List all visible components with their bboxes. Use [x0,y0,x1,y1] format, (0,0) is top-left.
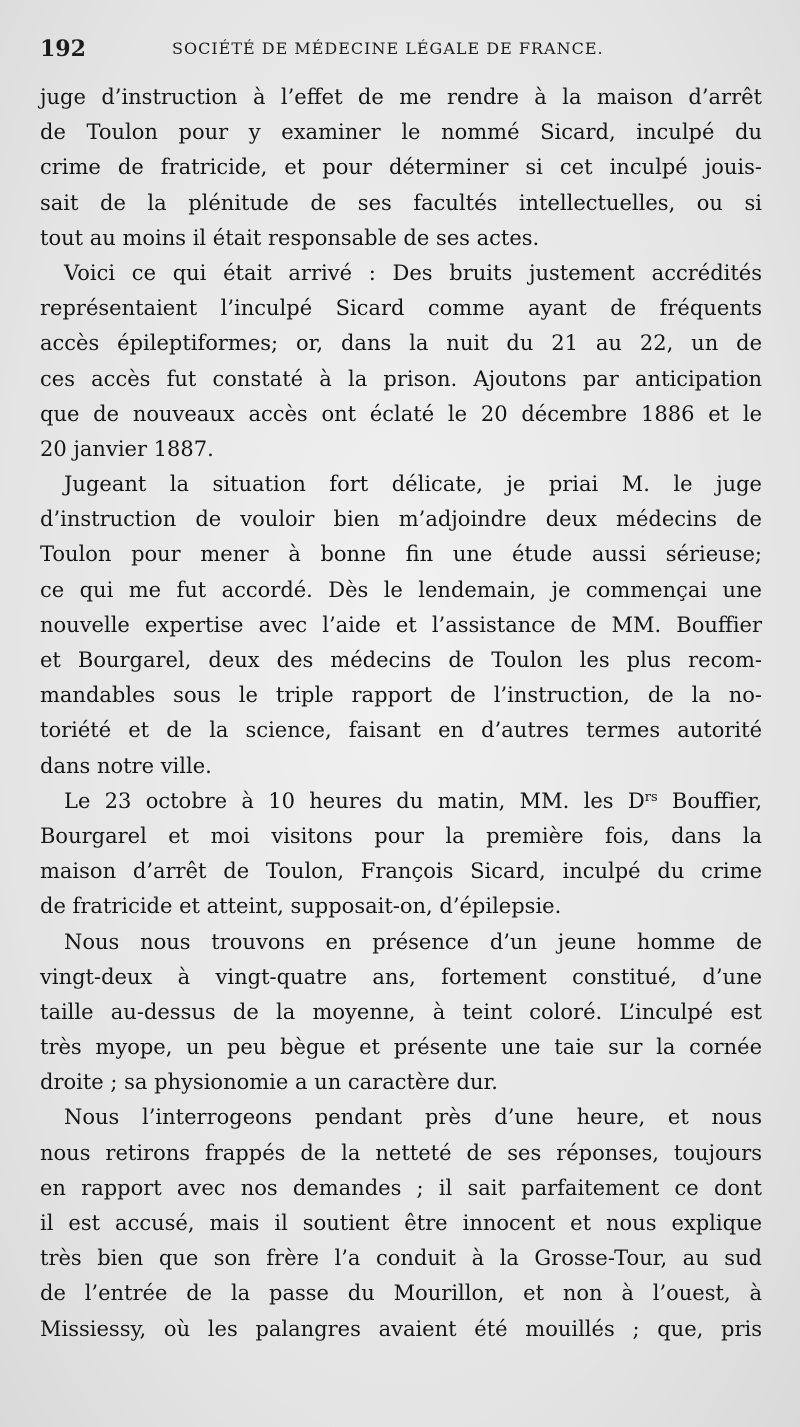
text-line: Bourgarel et moi visitons pour la première fois, dans la [40,823,762,848]
text-line: Missiessy, où les palangres avaient été mouillés ; que, pris [40,1316,762,1341]
text-segment: Bouffier, [657,788,763,813]
text-line: ces accès fut constaté à la prison. Ajoutons par anticipation [40,366,762,391]
text-line: vingt-deux à vingt-quatre ans, fortement constitué, d’une [40,964,762,989]
text-line: sait de la plénitude de ses facultés intellectuelles, ou si [40,190,762,215]
text-line: mandables sous le triple rapport de l’instruction, de la no- [40,683,762,708]
text-line: maison d’arrêt de Toulon, François Sicard, inculpé du crime [40,859,762,884]
text-line: que de nouveaux accès ont éclaté le 20 décembre 1886 et le [40,401,762,426]
body-text [40,80,762,1347]
text-line: tout au moins il était responsable de ses actes. [40,225,540,250]
text-line: il est accusé, mais il soutient être innocent et nous explique [40,1211,762,1235]
text-line: dans notre ville. [40,753,212,778]
text-line [40,784,762,819]
text-line: ce qui me fut accordé. Dès le lendemain, je commençai une [40,577,762,602]
page-header [40,36,760,66]
text-line: Jugeant la situation fort délicate, je priai M. le juge [64,472,762,497]
running-head: SOCIÉTÉ DE MÉDECINE LÉGALE DE FRANCE. [172,39,604,58]
text-line: nouvelle expertise avec l’aide et l’assistance de MM. Bouffier [40,612,762,637]
text-line: Toulon pour mener à bonne fin une étude aussi sérieuse; [40,542,762,567]
text-line: très myope, un peu bègue et présente une taie sur la cornée [40,1035,762,1060]
page-number: 192 [40,36,86,62]
text-line: de Toulon pour y examiner le nommé Sicard, inculpé du [40,120,762,145]
text-line: de fratricide et atteint, supposait-on, d’épilepsie. [40,894,562,919]
text-line: taille au-dessus de la moyenne, à teint coloré. L’inculpé est [40,999,762,1024]
text-line: d’instruction de vouloir bien m’adjoindre deux médecins de [40,507,762,532]
text-line: toriété et de la science, faisant en d’autres termes autorité [40,718,762,743]
text-line: de l’entrée de la passe du Mourillon, et non à l’ouest, à [40,1281,762,1306]
text-line: Nous l’interrogeons pendant près d’une heure, et nous [64,1105,762,1130]
text-line: nous retirons frappés de la netteté de ses réponses, toujours [40,1140,762,1165]
text-line: juge d’instruction à l’effet de me rendre à la maison d’arrêt [40,85,762,109]
text-line: Voici ce qui était arrivé : Des bruits justement accrédités [64,260,762,285]
text-line: très bien que son frère l’a conduit à la Grosse-Tour, au sud [40,1246,762,1271]
text-line: droite ; sa physionomie a un caractère dur. [40,1070,498,1095]
text-line: Nous nous trouvons en présence d’un jeune homme de [64,929,762,954]
superscript: rs [644,789,658,805]
text-line: et Bourgarel, deux des médecins de Toulon les plus recom- [40,648,762,672]
text-line: représentaient l’inculpé Sicard comme ayant de fréquents [40,296,762,321]
text-segment: Le 23 octobre à 10 heures du matin, MM. les D [64,788,645,813]
text-line: crime de fratricide, et pour déterminer si cet inculpé jouis- [40,155,762,180]
text-line: accès épileptiformes; or, dans la nuit du 21 au 22, un de [40,331,762,356]
text-line: 20 janvier 1887. [40,436,214,461]
text-line: en rapport avec nos demandes ; il sait parfaitement ce dont [40,1175,762,1200]
